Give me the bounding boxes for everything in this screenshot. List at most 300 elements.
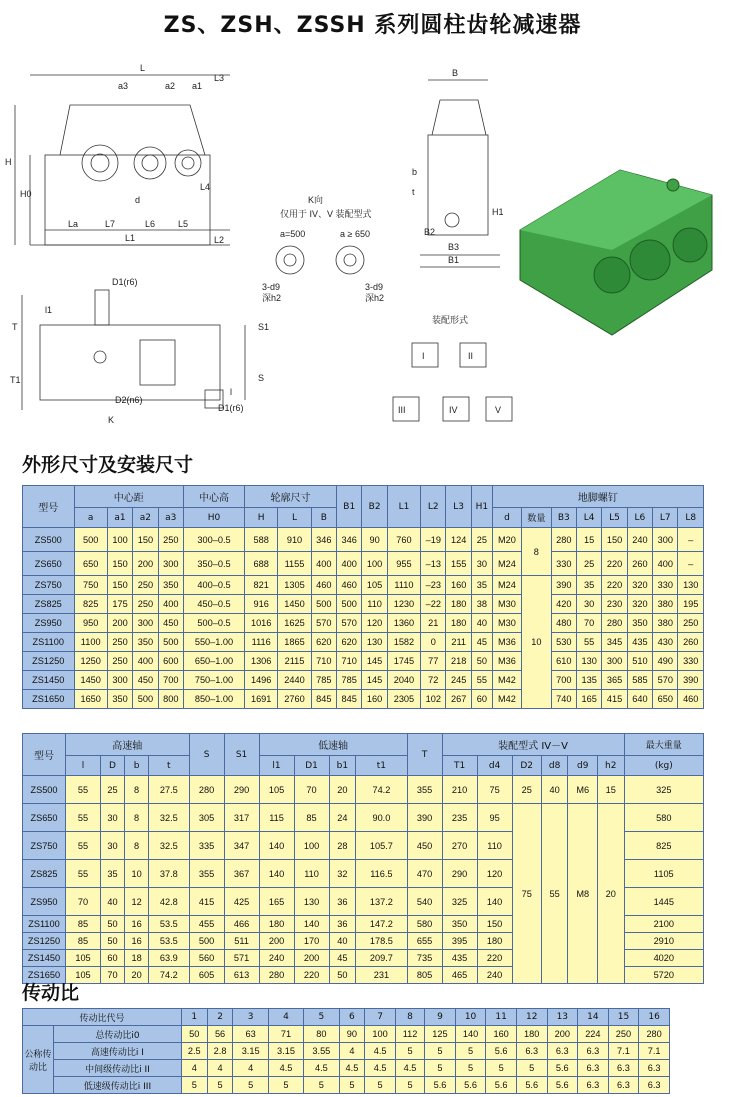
table-row bbox=[23, 633, 704, 652]
table-cell: 74.2 bbox=[356, 776, 407, 804]
table-cell: 1691 bbox=[245, 690, 278, 709]
ratio-cell: 80 bbox=[304, 1026, 339, 1043]
ratio-cell: 5 bbox=[207, 1077, 233, 1094]
shaft-table bbox=[22, 733, 704, 984]
table-cell: 300–0.5 bbox=[183, 528, 244, 552]
table-cell: 330 bbox=[678, 652, 704, 671]
table-cell: 55 bbox=[471, 671, 492, 690]
ratio-cell: 4.5 bbox=[268, 1060, 303, 1077]
table-cell: 655 bbox=[407, 933, 442, 950]
table-cell: 220 bbox=[602, 576, 627, 595]
table-cell: 105 bbox=[66, 950, 101, 967]
th-sub: L6 bbox=[627, 508, 652, 528]
table-cell: 70 bbox=[294, 776, 329, 804]
technical-drawing bbox=[0, 45, 745, 445]
table-cell: 425 bbox=[224, 888, 259, 916]
ratio-cell: 2.5 bbox=[181, 1043, 207, 1060]
table-cell: 25 bbox=[471, 528, 492, 552]
table-cell: 45 bbox=[329, 950, 356, 967]
ratio-cell: 5 bbox=[395, 1077, 424, 1094]
dim-L: L bbox=[140, 63, 146, 73]
model-cell: ZS650 bbox=[23, 552, 75, 576]
table-cell: 750 bbox=[74, 576, 107, 595]
table-cell: 420 bbox=[551, 595, 576, 614]
ratio-code: 9 bbox=[425, 1009, 456, 1026]
table-cell: 55 bbox=[66, 832, 101, 860]
table-cell: –13 bbox=[421, 552, 446, 576]
table-cell: 785 bbox=[337, 671, 362, 690]
ratio-code: 1 bbox=[181, 1009, 207, 1026]
ratio-cell: 5.6 bbox=[486, 1043, 517, 1060]
table-cell: 130 bbox=[362, 633, 387, 652]
table-cell: M36 bbox=[492, 652, 521, 671]
table-cell: 710 bbox=[337, 652, 362, 671]
dim-a2: a2 bbox=[165, 81, 176, 91]
table-row bbox=[23, 1060, 670, 1077]
th2-high-shaft: 高速轴 bbox=[66, 734, 190, 756]
table-cell: 500 bbox=[189, 933, 224, 950]
table-cell: 700 bbox=[551, 671, 576, 690]
table-cell: 845 bbox=[337, 690, 362, 709]
table-cell: 200 bbox=[107, 614, 132, 633]
ratio-cell: 4 bbox=[207, 1060, 233, 1077]
table-cell: 805 bbox=[407, 967, 442, 984]
table-cell: 2305 bbox=[387, 690, 420, 709]
ratio-cell: 5 bbox=[339, 1077, 365, 1094]
table-cell: 116.5 bbox=[356, 860, 407, 888]
th-sub: L5 bbox=[602, 508, 627, 528]
model-cell: ZS1100 bbox=[23, 916, 66, 933]
ratio-cell: 3.55 bbox=[304, 1043, 339, 1060]
table-cell: 330 bbox=[653, 576, 678, 595]
dim-d: d bbox=[135, 195, 141, 205]
table-cell: 620 bbox=[311, 633, 336, 652]
dim-a3: a3 bbox=[118, 81, 129, 91]
ratio-label: 总传动比i0 bbox=[54, 1026, 182, 1043]
ratio-cell: 5 bbox=[395, 1043, 424, 1060]
model-cell: ZS500 bbox=[23, 776, 66, 804]
table-cell: 25 bbox=[101, 776, 125, 804]
table-cell: 415 bbox=[602, 690, 627, 709]
th-sub: 数量 bbox=[522, 508, 552, 528]
table-cell: 740 bbox=[551, 690, 576, 709]
table-cell: 335 bbox=[189, 832, 224, 860]
ratio-code: 3 bbox=[233, 1009, 268, 1026]
assembly-cell: 55 bbox=[541, 804, 568, 984]
table-cell: 130 bbox=[678, 576, 704, 595]
ratio-cell: 200 bbox=[547, 1026, 578, 1043]
ratio-cell: 6.3 bbox=[578, 1060, 609, 1077]
table-cell: 195 bbox=[678, 595, 704, 614]
table-cell: 36 bbox=[329, 888, 356, 916]
table-cell: 1496 bbox=[245, 671, 278, 690]
th-sub: B3 bbox=[551, 508, 576, 528]
table-cell: 145 bbox=[362, 671, 387, 690]
table-cell: 845 bbox=[311, 690, 336, 709]
table-cell: 211 bbox=[446, 633, 471, 652]
table-cell: M30 bbox=[492, 614, 521, 633]
table-cell: 605 bbox=[189, 967, 224, 984]
table-cell: 55 bbox=[66, 776, 101, 804]
th2-S: S bbox=[189, 734, 224, 776]
dim-H: H bbox=[5, 157, 12, 167]
th-L1: L1 bbox=[387, 486, 420, 528]
th2-max-weight: 最大重量 bbox=[624, 734, 703, 756]
ratio-label: 中间级传动比i II bbox=[54, 1060, 182, 1077]
table-cell: 150 bbox=[602, 528, 627, 552]
table-cell: 350–0.5 bbox=[183, 552, 244, 576]
table-cell: 60 bbox=[471, 690, 492, 709]
table-cell: 500–0.5 bbox=[183, 614, 244, 633]
th2-sub: t bbox=[149, 756, 189, 776]
table-cell: M42 bbox=[492, 671, 521, 690]
table-cell: 37.8 bbox=[149, 860, 189, 888]
ratio-cell: 160 bbox=[486, 1026, 517, 1043]
table-cell: 585 bbox=[627, 671, 652, 690]
dim-S: S bbox=[258, 373, 265, 383]
table-cell: 1360 bbox=[387, 614, 420, 633]
ratio-code: 6 bbox=[339, 1009, 365, 1026]
table-cell: M20 bbox=[492, 528, 521, 552]
th-sub: a2 bbox=[133, 508, 158, 528]
k-view-a650: a ≥ 650 bbox=[340, 229, 370, 239]
table-cell: 570 bbox=[311, 614, 336, 633]
table-cell: 209.7 bbox=[356, 950, 407, 967]
ratio-cell: 5 bbox=[304, 1077, 339, 1094]
table-cell: 32 bbox=[329, 860, 356, 888]
table-cell: 150 bbox=[133, 528, 158, 552]
ratio-cell: 180 bbox=[516, 1026, 547, 1043]
ratio-cell: 5.6 bbox=[425, 1077, 456, 1094]
th-sub: B bbox=[311, 508, 336, 528]
ratio-group: 公称传动比 bbox=[23, 1026, 54, 1094]
table-cell: 560 bbox=[189, 950, 224, 967]
table-cell: 60 bbox=[101, 950, 125, 967]
table-cell: 550–1.00 bbox=[183, 633, 244, 652]
ratio-cell: 5 bbox=[425, 1060, 456, 1077]
table-cell: 320 bbox=[627, 576, 652, 595]
table-cell: 821 bbox=[245, 576, 278, 595]
table-cell: 200 bbox=[259, 933, 294, 950]
weight-cell: 1445 bbox=[624, 888, 703, 916]
th-L2: L2 bbox=[421, 486, 446, 528]
table-cell: 40 bbox=[101, 888, 125, 916]
table-cell: 200 bbox=[133, 552, 158, 576]
table-cell: 2040 bbox=[387, 671, 420, 690]
table-cell: – bbox=[678, 552, 704, 576]
table-cell: 500 bbox=[133, 690, 158, 709]
table-cell: 470 bbox=[407, 860, 442, 888]
table-cell: 55 bbox=[66, 804, 101, 832]
table-cell: 70 bbox=[66, 888, 101, 916]
ratio-cell: 7.1 bbox=[639, 1043, 670, 1060]
ratio-cell: 4.5 bbox=[395, 1060, 424, 1077]
th-H1: H1 bbox=[471, 486, 492, 528]
table-cell: 20 bbox=[125, 967, 149, 984]
table-cell: 115 bbox=[259, 804, 294, 832]
table-cell: M30 bbox=[492, 595, 521, 614]
table-cell: 105 bbox=[66, 967, 101, 984]
table-cell: 8 bbox=[125, 832, 149, 860]
ratio-cell: 50 bbox=[181, 1026, 207, 1043]
dim-H0: H0 bbox=[20, 189, 32, 199]
ratio-cell: 5 bbox=[455, 1060, 486, 1077]
table-cell: 390 bbox=[551, 576, 576, 595]
table-cell: 450 bbox=[407, 832, 442, 860]
th2-sub: D2 bbox=[512, 756, 541, 776]
table-row bbox=[23, 804, 704, 832]
table-row bbox=[23, 652, 704, 671]
table-cell: 760 bbox=[387, 528, 420, 552]
model-cell: ZS950 bbox=[23, 888, 66, 916]
table-cell: 600 bbox=[158, 652, 183, 671]
table-cell: 700 bbox=[158, 671, 183, 690]
table-cell: 500 bbox=[311, 595, 336, 614]
table-cell: 400–0.5 bbox=[183, 576, 244, 595]
ratio-cell: 4.5 bbox=[339, 1060, 365, 1077]
table-cell: 250 bbox=[133, 576, 158, 595]
table-cell: 40 bbox=[329, 933, 356, 950]
section-ratio: 传动比 bbox=[22, 982, 80, 1004]
page-title: ZS、ZSH、ZSSH 系列圆柱齿轮减速器 bbox=[163, 13, 582, 38]
table-cell: 30 bbox=[471, 552, 492, 576]
table-cell: 1305 bbox=[278, 576, 311, 595]
table-cell: 300 bbox=[133, 614, 158, 633]
table-cell: 1230 bbox=[387, 595, 420, 614]
dim-L7: L7 bbox=[105, 219, 116, 229]
model-cell: ZS1650 bbox=[23, 690, 75, 709]
th2-sub: b1 bbox=[329, 756, 356, 776]
table-cell: 346 bbox=[337, 528, 362, 552]
ratio-cell: 56 bbox=[207, 1026, 233, 1043]
model-cell: ZS1100 bbox=[23, 633, 75, 652]
dim-S1: S1 bbox=[258, 322, 270, 332]
dimensions-table bbox=[22, 485, 704, 709]
table-cell: M36 bbox=[492, 633, 521, 652]
th-center-distance: 中心距 bbox=[74, 486, 183, 508]
table-cell: 140 bbox=[259, 832, 294, 860]
table-cell: 785 bbox=[311, 671, 336, 690]
table-cell: 70 bbox=[101, 967, 125, 984]
qty-cell: 10 bbox=[522, 576, 552, 709]
table-cell: 140 bbox=[259, 860, 294, 888]
table-cell: 53.5 bbox=[149, 916, 189, 933]
table-cell: 280 bbox=[602, 614, 627, 633]
table-cell: 400 bbox=[653, 552, 678, 576]
ratio-cell: 5 bbox=[455, 1043, 486, 1060]
table-cell: 540 bbox=[407, 888, 442, 916]
table-cell: 511 bbox=[224, 933, 259, 950]
model-cell: ZS1450 bbox=[23, 671, 75, 690]
ratio-cell: 140 bbox=[455, 1026, 486, 1043]
table-cell: 63.9 bbox=[149, 950, 189, 967]
table-cell: 588 bbox=[245, 528, 278, 552]
weight-cell: 2100 bbox=[624, 916, 703, 933]
model-cell: ZS1650 bbox=[23, 967, 66, 984]
th-sub: H bbox=[245, 508, 278, 528]
th-center-height: 中心高 bbox=[183, 486, 244, 508]
model-cell: ZS750 bbox=[23, 832, 66, 860]
table-cell: 500 bbox=[74, 528, 107, 552]
dim-H1: H1 bbox=[492, 207, 504, 217]
table-cell: 910 bbox=[278, 528, 311, 552]
dim-La: La bbox=[68, 219, 79, 229]
table-cell: 40 bbox=[471, 614, 492, 633]
table-cell: 220 bbox=[294, 967, 329, 984]
table-cell: 1450 bbox=[74, 671, 107, 690]
assembly-cell: M6 bbox=[568, 776, 597, 804]
table-cell: 8 bbox=[125, 776, 149, 804]
model-cell: ZS825 bbox=[23, 860, 66, 888]
table-cell: 955 bbox=[387, 552, 420, 576]
table-cell: 267 bbox=[446, 690, 471, 709]
ratio-cell: 6.3 bbox=[639, 1077, 670, 1094]
ratio-cell: 6.3 bbox=[547, 1043, 578, 1060]
table-cell: 280 bbox=[551, 528, 576, 552]
table-cell: 165 bbox=[576, 690, 601, 709]
assembly-cell: 15 bbox=[597, 776, 624, 804]
ratio-cell: 6.3 bbox=[608, 1060, 639, 1077]
th-sub: L bbox=[278, 508, 311, 528]
th2-S1: S1 bbox=[224, 734, 259, 776]
table-cell: 21 bbox=[421, 614, 446, 633]
table-cell: 27.5 bbox=[149, 776, 189, 804]
table-cell: 400 bbox=[158, 595, 183, 614]
dim-D1: D1(r6) bbox=[112, 277, 138, 287]
table-cell: 571 bbox=[224, 950, 259, 967]
table-cell: 130 bbox=[576, 652, 601, 671]
ratio-cell: 6.3 bbox=[639, 1060, 670, 1077]
table-cell: 250 bbox=[107, 633, 132, 652]
table-cell: 210 bbox=[442, 776, 477, 804]
model-cell: ZS1450 bbox=[23, 950, 66, 967]
table-cell: 400 bbox=[337, 552, 362, 576]
table-cell: 435 bbox=[627, 633, 652, 652]
ratio-cell: 6.3 bbox=[608, 1077, 639, 1094]
table-cell: 150 bbox=[477, 916, 512, 933]
model-cell: ZS750 bbox=[23, 576, 75, 595]
assembly-cell: 40 bbox=[541, 776, 568, 804]
table-cell: 1865 bbox=[278, 633, 311, 652]
table-cell: 180 bbox=[446, 595, 471, 614]
ratio-cell: 5 bbox=[233, 1077, 268, 1094]
table-cell: 1116 bbox=[245, 633, 278, 652]
ratio-cell: 4.5 bbox=[304, 1060, 339, 1077]
ratio-cell: 5.6 bbox=[547, 1077, 578, 1094]
table-cell: 150 bbox=[107, 576, 132, 595]
table-row bbox=[23, 1026, 670, 1043]
ratio-cell: 4 bbox=[339, 1043, 365, 1060]
model-cell: ZS825 bbox=[23, 595, 75, 614]
k-view-depth-2: 深h2 bbox=[365, 293, 385, 303]
table-cell: 55 bbox=[576, 633, 601, 652]
table-cell: M42 bbox=[492, 690, 521, 709]
dim-l: l bbox=[230, 387, 232, 397]
th2-sub: T1 bbox=[442, 756, 477, 776]
ratio-cell: 6.3 bbox=[578, 1043, 609, 1060]
table-cell: 570 bbox=[337, 614, 362, 633]
table-cell: 317 bbox=[224, 804, 259, 832]
table-cell: 90 bbox=[362, 528, 387, 552]
table-cell: 2115 bbox=[278, 652, 311, 671]
table-cell: 15 bbox=[576, 528, 601, 552]
table-cell: 1582 bbox=[387, 633, 420, 652]
th-model: 型号 bbox=[23, 486, 75, 528]
ratio-cell: 5 bbox=[365, 1077, 396, 1094]
table-cell: 178.5 bbox=[356, 933, 407, 950]
table-cell: 1745 bbox=[387, 652, 420, 671]
ratio-cell: 5 bbox=[268, 1077, 303, 1094]
th2-assembly: 装配型式 IV－V bbox=[442, 734, 624, 756]
table-cell: 346 bbox=[311, 528, 336, 552]
table-cell: 85 bbox=[66, 916, 101, 933]
table-row bbox=[23, 690, 704, 709]
table-cell: 250 bbox=[133, 595, 158, 614]
ratio-cell: 3.15 bbox=[233, 1043, 268, 1060]
table-cell: 2440 bbox=[278, 671, 311, 690]
ratio-code: 4 bbox=[268, 1009, 303, 1026]
table-cell: 147.2 bbox=[356, 916, 407, 933]
dim-L1: L1 bbox=[125, 233, 136, 243]
table-cell: 365 bbox=[602, 671, 627, 690]
table-cell: 1110 bbox=[387, 576, 420, 595]
table-cell: 70 bbox=[576, 614, 601, 633]
table-cell: 50 bbox=[329, 967, 356, 984]
dim-K: K bbox=[108, 415, 115, 425]
th-sub: L8 bbox=[678, 508, 704, 528]
weight-cell: 4020 bbox=[624, 950, 703, 967]
table-cell: –23 bbox=[421, 576, 446, 595]
table-cell: 155 bbox=[446, 552, 471, 576]
table-cell: 455 bbox=[189, 916, 224, 933]
table-cell: 32.5 bbox=[149, 832, 189, 860]
table-cell: 160 bbox=[446, 576, 471, 595]
ratio-cell: 280 bbox=[639, 1026, 670, 1043]
ratio-code: 11 bbox=[486, 1009, 517, 1026]
table-cell: – bbox=[678, 528, 704, 552]
ratio-cell: 250 bbox=[608, 1026, 639, 1043]
dim-L5: L5 bbox=[178, 219, 189, 229]
table-cell: 430 bbox=[653, 633, 678, 652]
table-cell: 466 bbox=[224, 916, 259, 933]
table-cell: 135 bbox=[576, 671, 601, 690]
table-cell: 650–1.00 bbox=[183, 652, 244, 671]
ratio-cell: 5 bbox=[516, 1060, 547, 1077]
table-cell: 100 bbox=[294, 832, 329, 860]
table-cell: 2760 bbox=[278, 690, 311, 709]
dim-L4: L4 bbox=[200, 182, 211, 192]
th2-sub: d4 bbox=[477, 756, 512, 776]
table-cell: 35 bbox=[576, 576, 601, 595]
dim-L2: L2 bbox=[214, 235, 225, 245]
assembly-title: 装配形式 bbox=[432, 315, 469, 325]
k-view-a500: a=500 bbox=[280, 229, 306, 239]
table-cell: 110 bbox=[362, 595, 387, 614]
table-cell: 510 bbox=[627, 652, 652, 671]
table-cell: –19 bbox=[421, 528, 446, 552]
ratio-cell: 125 bbox=[425, 1026, 456, 1043]
table-cell: 450 bbox=[158, 614, 183, 633]
table-cell: 415 bbox=[189, 888, 224, 916]
table-cell: 55 bbox=[66, 860, 101, 888]
table-cell: 175 bbox=[107, 595, 132, 614]
table-cell: 35 bbox=[471, 576, 492, 595]
table-cell: 350 bbox=[442, 916, 477, 933]
table-cell: 450 bbox=[133, 671, 158, 690]
model-cell: ZS650 bbox=[23, 804, 66, 832]
table-cell: 735 bbox=[407, 950, 442, 967]
table-cell: 500 bbox=[158, 633, 183, 652]
